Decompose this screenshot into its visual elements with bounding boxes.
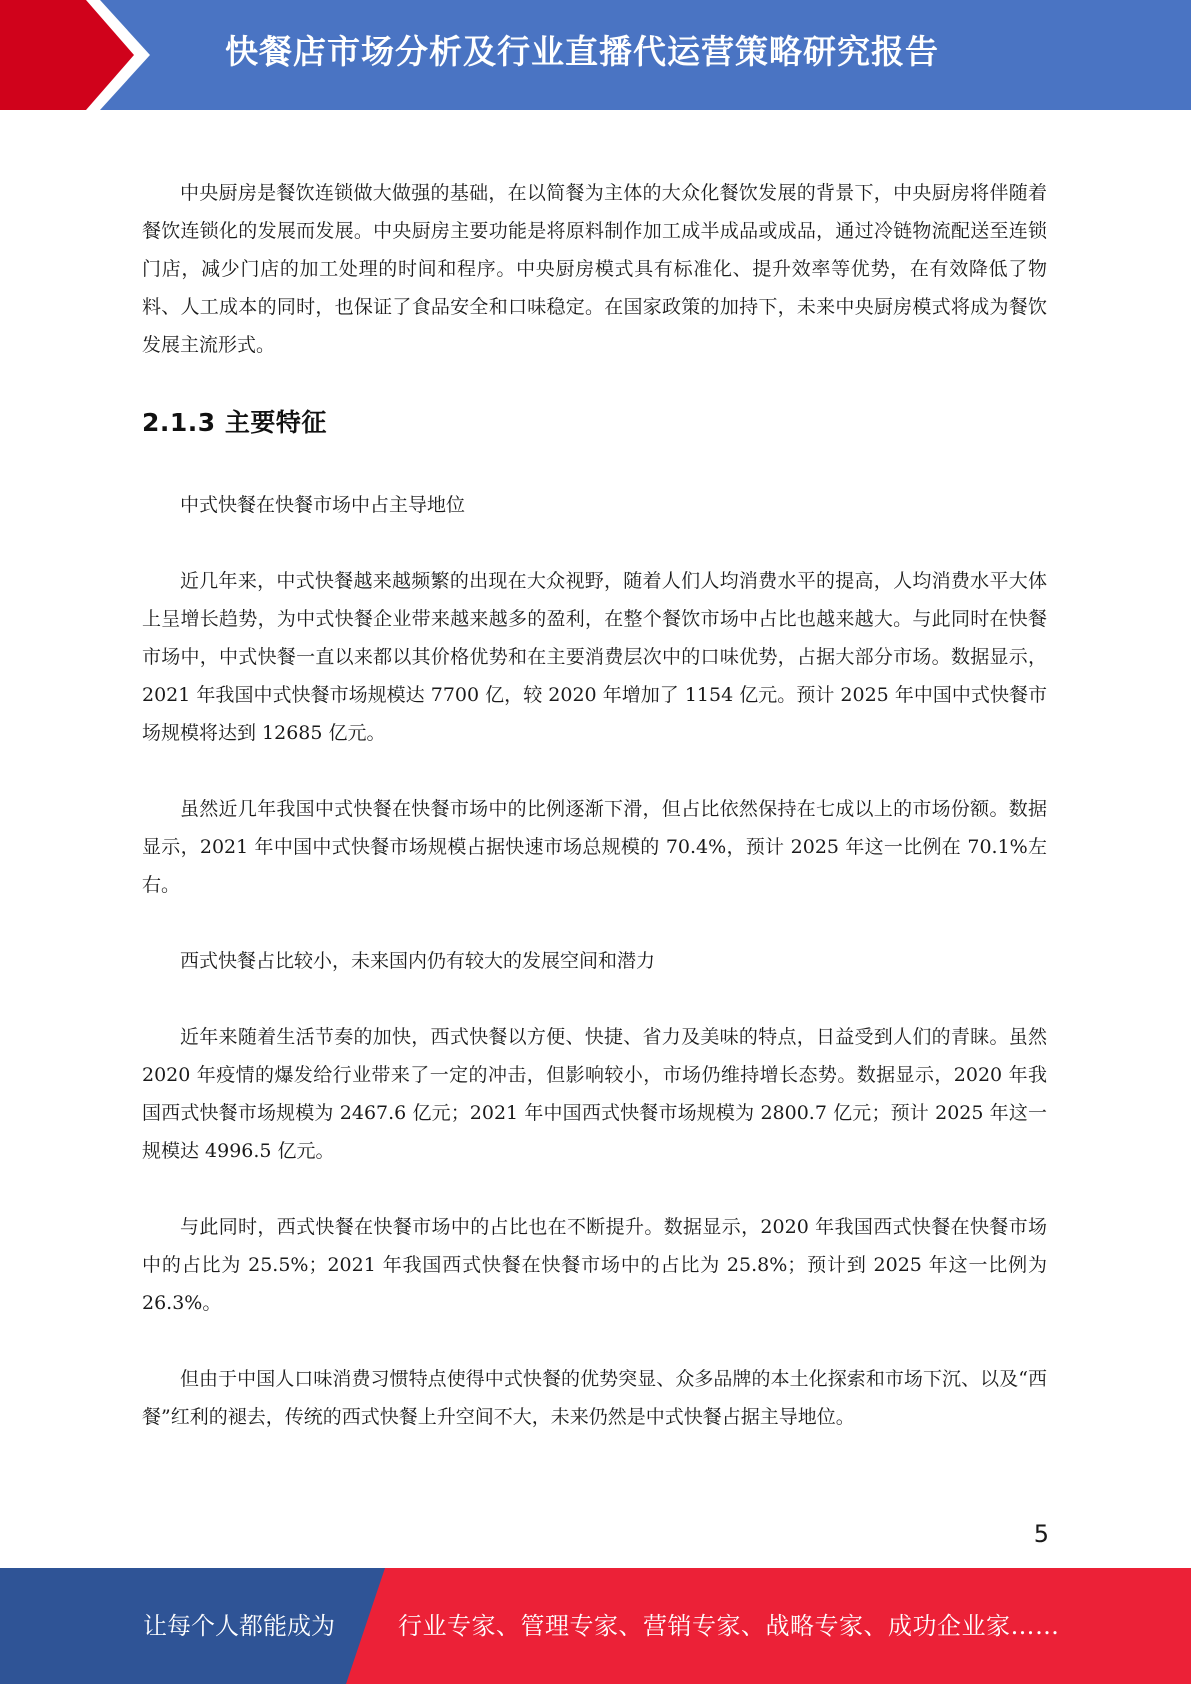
- paragraph-western-market-share: 与此同时，西式快餐在快餐市场中的占比也在不断提升。数据显示，2020 年我国西式快餐在快餐市场中的占比为 25.5%；2021 年我国西式快餐在快餐市场中的占比为 25.8%；预计到 2025 年这一比例为 26.3%。: [142, 1216, 1047, 1314]
- report-title: 快餐店市场分析及行业直播代运营策略研究报告: [225, 32, 939, 71]
- page-body: [142, 174, 1047, 1436]
- subheading-chinese-fast-food: 中式快餐在快餐市场中占主导地位: [180, 494, 466, 516]
- paragraph-chinese-market-size: 近几年来，中式快餐越来越频繁的出现在大众视野，随着人们人均消费水平的提高，人均消费水平大体上呈增长趋势，为中式快餐企业带来越来越多的盈利，在整个餐饮市场中占比也越来越大。与此同时在快餐市场中，中式快餐一直以来都以其价格优势和在主要消费层次中的口味优势，占据大部分市场。数据显示，2021 年我国中式快餐市场规模达 7700 亿，较 2020 年增加了 1154 亿元。预计 2025 年中国中式快餐市场规模将达到 12685 亿元。: [142, 570, 1047, 744]
- footer-slogan-right: 行业专家、管理专家、营销专家、战略专家、成功企业家……: [398, 1612, 1060, 1640]
- section-heading: 2.1.3 主要特征: [142, 408, 327, 437]
- paragraph-chinese-market-share: 虽然近几年我国中式快餐在快餐市场中的比例逐渐下滑，但占比依然保持在七成以上的市场份额。数据显示，2021 年中国中式快餐市场规模占据快速市场总规模的 70.4%，预计 2025 年这一比例在 70.1%左右。: [142, 798, 1047, 896]
- intro-paragraph: 中央厨房是餐饮连锁做大做强的基础，在以简餐为主体的大众化餐饮发展的背景下，中央厨房将伴随着餐饮连锁化的发展而发展。中央厨房主要功能是将原料制作加工成半成品或成品，通过冷链物流配送至连锁门店，减少门店的加工处理的时间和程序。中央厨房模式具有标准化、提升效率等优势，在有效降低了物料、人工成本的同时，也保证了食品安全和口味稳定。在国家政策的加持下，未来中央厨房模式将成为餐饮发展主流形式。: [142, 182, 1047, 356]
- footer-slogan-left: 让每个人都能成为: [143, 1612, 335, 1640]
- page-header: [0, 0, 1191, 110]
- page-number: 5: [1033, 1520, 1049, 1548]
- paragraph-western-market-size: 近年来随着生活节奏的加快，西式快餐以方便、快捷、省力及美味的特点，日益受到人们的青睐。虽然 2020 年疫情的爆发给行业带来了一定的冲击，但影响较小，市场仍维持增长态势。数据显示，2020 年我国西式快餐市场规模为 2467.6 亿元；2021 年中国西式快餐市场规模为 2800.7 亿元；预计 2025 年这一规模达 4996.5 亿元。: [142, 1026, 1047, 1162]
- page-footer: [0, 1568, 1191, 1684]
- paragraph-conclusion: 但由于中国人口味消费习惯特点使得中式快餐的优势突显、众多品牌的本土化探索和市场下沉、以及“西餐”红利的褪去，传统的西式快餐上升空间不大，未来仍然是中式快餐占据主导地位。: [142, 1368, 1047, 1428]
- red-chevron-decoration: [0, 0, 150, 110]
- subheading-western-fast-food: 西式快餐占比较小，未来国内仍有较大的发展空间和潜力: [180, 950, 656, 972]
